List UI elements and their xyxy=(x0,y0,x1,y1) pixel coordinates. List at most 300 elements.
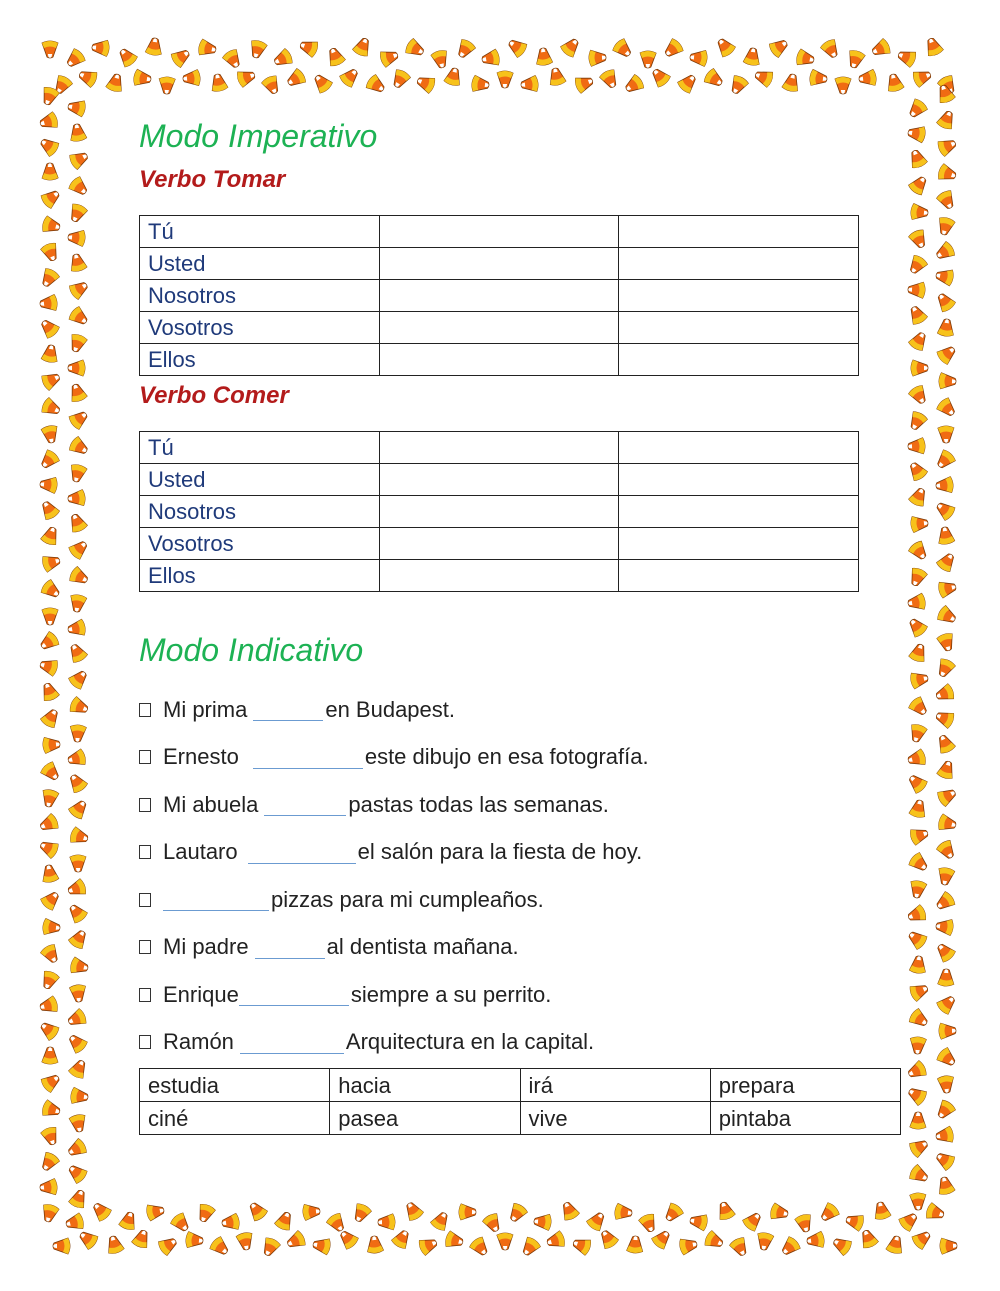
candy-corn-icon xyxy=(68,148,91,170)
candy-corn-icon xyxy=(53,1238,70,1254)
candy-corn-icon xyxy=(66,771,89,794)
answer-cell[interactable] xyxy=(379,432,619,464)
table-row xyxy=(140,280,859,312)
answer-cell[interactable] xyxy=(379,280,619,312)
candy-corn-icon xyxy=(221,1213,240,1231)
table-row xyxy=(140,432,859,464)
answer-blank[interactable] xyxy=(255,936,325,959)
table-row xyxy=(140,312,859,344)
candy-corn-icon xyxy=(908,384,930,407)
candy-corn-icon xyxy=(274,1210,296,1232)
candy-corn-icon xyxy=(935,918,954,936)
exercise-item xyxy=(139,734,879,782)
table-row xyxy=(140,560,859,592)
answer-cell[interactable] xyxy=(619,432,859,464)
exercise-item xyxy=(139,876,879,924)
candy-corn-icon xyxy=(68,463,88,483)
candy-corn-icon xyxy=(352,36,374,58)
candy-corn-icon xyxy=(715,1200,736,1221)
candy-corn-icon xyxy=(519,1236,542,1259)
table-row xyxy=(140,1069,901,1102)
table-row xyxy=(140,528,859,560)
word-bank-cell: pintaba xyxy=(710,1102,900,1135)
candy-corn-icon xyxy=(68,360,85,376)
candy-corn-icon xyxy=(284,1230,306,1252)
candy-corn-icon xyxy=(908,228,930,250)
candy-corn-icon xyxy=(937,163,958,184)
candy-corn-icon xyxy=(885,72,905,92)
sentence-end: pizzas para mi cumpleaños. xyxy=(271,886,544,912)
candy-corn-icon xyxy=(906,904,928,925)
candy-corn-icon xyxy=(37,135,60,158)
answer-cell[interactable] xyxy=(379,528,619,560)
candy-corn-icon xyxy=(614,1203,633,1221)
answer-cell[interactable] xyxy=(619,216,859,248)
candy-corn-icon xyxy=(157,1234,180,1257)
candy-corn-icon xyxy=(938,969,955,987)
candy-corn-icon xyxy=(908,981,930,1003)
candy-corn-icon xyxy=(310,71,333,94)
candy-corn-icon xyxy=(40,943,62,966)
candy-corn-icon xyxy=(197,39,217,58)
sentence-start: Lautaro xyxy=(163,839,238,865)
candy-corn-icon xyxy=(65,1031,88,1054)
candy-corn-icon xyxy=(146,1202,166,1221)
candy-corn-icon xyxy=(934,290,957,313)
word-bank-cell: irá xyxy=(520,1069,710,1102)
sentence-end: en Budapest. xyxy=(325,696,456,722)
candy-corn-icon xyxy=(67,667,90,690)
answer-cell[interactable] xyxy=(379,248,619,280)
candy-corn-icon xyxy=(933,890,956,913)
candy-corn-icon xyxy=(77,67,99,88)
candy-corn-icon xyxy=(906,254,929,277)
candy-corn-icon xyxy=(935,476,953,493)
candy-corn-icon xyxy=(89,1199,112,1222)
verb-heading-tomar: Verbo Tomar xyxy=(139,166,286,193)
candy-corn-icon xyxy=(67,512,89,534)
candy-corn-icon xyxy=(37,1019,60,1042)
candy-corn-icon xyxy=(910,1193,927,1211)
candy-corn-icon xyxy=(182,69,200,86)
candy-corn-icon xyxy=(908,329,930,352)
candy-corn-icon xyxy=(497,1233,513,1250)
word-bank-cell: estudia xyxy=(140,1069,330,1102)
candy-corn-icon xyxy=(39,476,57,493)
candy-corn-icon xyxy=(940,1238,958,1255)
candy-corn-icon xyxy=(66,878,87,899)
word-bank-cell: pasea xyxy=(330,1102,520,1135)
answer-cell[interactable] xyxy=(619,528,859,560)
candy-corn-icon xyxy=(906,303,928,326)
bullet-icon xyxy=(139,703,151,717)
candy-corn-icon xyxy=(69,594,87,613)
table-row xyxy=(140,496,859,528)
candy-corn-icon xyxy=(845,49,865,70)
exercise-item xyxy=(139,781,879,829)
candy-corn-icon xyxy=(41,425,60,445)
candy-corn-icon xyxy=(350,1202,372,1224)
candy-corn-icon xyxy=(906,748,927,768)
candy-corn-icon xyxy=(40,1203,60,1224)
sentence-end: al dentista mañana. xyxy=(326,934,519,960)
candy-corn-icon xyxy=(38,813,60,835)
candy-corn-icon xyxy=(145,37,163,56)
candy-corn-icon xyxy=(689,49,707,66)
exercise-item xyxy=(139,1019,879,1067)
candy-corn-icon xyxy=(571,1235,592,1256)
candy-corn-icon xyxy=(806,1231,825,1249)
candy-corn-icon xyxy=(936,605,959,627)
candy-corn-icon xyxy=(69,984,87,1003)
candy-corn-icon xyxy=(911,360,928,376)
candy-corn-icon xyxy=(872,1200,891,1220)
candy-corn-icon xyxy=(844,1212,865,1232)
candy-corn-icon xyxy=(936,759,956,780)
candy-corn-icon xyxy=(908,1007,931,1030)
bullet-icon xyxy=(139,988,151,1002)
candy-corn-icon xyxy=(936,867,955,887)
candy-corn-icon xyxy=(68,305,91,328)
pronoun-cell: Tú xyxy=(140,216,380,248)
candy-corn-icon xyxy=(611,37,634,60)
candy-corn-icon xyxy=(533,1213,551,1230)
candy-corn-icon xyxy=(809,69,828,87)
candy-corn-icon xyxy=(935,1126,955,1145)
candy-corn-icon xyxy=(404,38,427,60)
candy-corn-icon xyxy=(378,1214,396,1231)
sentence-end: pastas todas las semanas. xyxy=(348,791,609,817)
answer-cell[interactable] xyxy=(379,344,619,376)
bullet-icon xyxy=(139,940,151,954)
candy-corn-icon xyxy=(910,1112,926,1129)
candy-corn-icon xyxy=(936,1175,956,1195)
candy-corn-icon xyxy=(908,1136,931,1158)
answer-cell[interactable] xyxy=(619,280,859,312)
candy-corn-icon xyxy=(454,38,477,61)
candy-corn-icon xyxy=(298,37,319,58)
candy-corn-icon xyxy=(41,1099,62,1119)
candy-corn-icon xyxy=(261,74,283,96)
candy-corn-icon xyxy=(589,49,607,66)
candy-corn-icon xyxy=(905,928,928,951)
candy-corn-icon xyxy=(63,47,86,70)
bullet-icon xyxy=(139,845,151,859)
pronoun-cell: Vosotros xyxy=(140,528,380,560)
candy-corn-icon xyxy=(933,241,956,264)
candy-corn-icon xyxy=(430,1209,452,1232)
sentence-start: Ernesto xyxy=(163,744,239,770)
pronoun-cell: Ellos xyxy=(140,560,380,592)
candy-corn-icon xyxy=(443,66,463,87)
candy-corn-icon xyxy=(935,267,955,286)
candy-corn-icon xyxy=(497,71,513,88)
answer-cell[interactable] xyxy=(619,464,859,496)
candy-corn-icon xyxy=(909,1036,926,1054)
candy-corn-icon xyxy=(39,888,62,911)
candy-corn-icon xyxy=(908,281,926,298)
candy-corn-icon xyxy=(909,825,930,845)
candy-corn-icon xyxy=(506,1202,529,1225)
candy-corn-icon xyxy=(520,75,539,93)
table-row xyxy=(140,344,859,376)
candy-corn-icon xyxy=(729,1236,751,1259)
candy-corn-icon xyxy=(67,619,87,638)
answer-cell[interactable] xyxy=(619,560,859,592)
candy-corn-icon xyxy=(246,1199,269,1222)
exercise-item xyxy=(139,829,879,877)
sentence-start: Mi padre xyxy=(163,934,249,960)
conjugation-table-tomar xyxy=(139,215,859,376)
candy-corn-icon xyxy=(402,1199,424,1222)
answer-cell[interactable] xyxy=(619,344,859,376)
candy-corn-icon xyxy=(40,578,63,601)
candy-corn-icon xyxy=(284,67,307,90)
candy-corn-icon xyxy=(459,1204,476,1220)
answer-cell[interactable] xyxy=(619,248,859,280)
candy-corn-icon xyxy=(68,566,91,588)
candy-corn-icon xyxy=(535,47,553,66)
candy-corn-icon xyxy=(68,696,90,717)
answer-cell[interactable] xyxy=(619,496,859,528)
bullet-icon xyxy=(139,893,151,907)
candy-corn-icon xyxy=(195,1203,216,1225)
candy-corn-icon xyxy=(935,733,957,755)
word-bank-cell: hacia xyxy=(330,1069,520,1102)
answer-cell[interactable] xyxy=(619,312,859,344)
candy-corn-icon xyxy=(661,37,684,60)
candy-corn-icon xyxy=(934,683,956,704)
candy-corn-icon xyxy=(678,1236,698,1255)
candy-corn-icon xyxy=(312,1236,332,1255)
candy-corn-icon xyxy=(64,1213,84,1233)
word-bank-cell: vive xyxy=(520,1102,710,1135)
candy-corn-icon xyxy=(934,708,956,729)
candy-corn-icon xyxy=(817,1201,840,1224)
candy-corn-icon xyxy=(907,695,930,718)
candy-corn-icon xyxy=(39,970,60,992)
candy-corn-icon xyxy=(703,1230,725,1252)
candy-corn-icon xyxy=(545,1230,566,1250)
answer-blank[interactable] xyxy=(253,698,323,721)
candy-corn-icon xyxy=(69,1114,88,1134)
answer-cell[interactable] xyxy=(379,312,619,344)
candy-corn-icon xyxy=(118,1210,138,1231)
candy-corn-icon xyxy=(906,410,928,433)
candy-corn-icon xyxy=(547,66,566,86)
candy-corn-icon xyxy=(905,1060,927,1082)
exercise-item xyxy=(139,924,879,972)
candy-corn-icon xyxy=(70,1087,89,1105)
candy-corn-icon xyxy=(69,724,86,742)
candy-corn-icon xyxy=(714,35,737,58)
candy-corn-icon xyxy=(67,98,87,117)
candy-corn-icon xyxy=(912,67,934,88)
candy-corn-icon xyxy=(640,51,656,68)
candy-corn-icon xyxy=(40,242,61,264)
candy-corn-icon xyxy=(271,48,293,70)
candy-corn-icon xyxy=(236,1232,255,1252)
candy-corn-icon xyxy=(936,216,956,237)
sentence-end: Arquitectura en la capital. xyxy=(345,1029,595,1055)
answer-cell[interactable] xyxy=(379,216,619,248)
candy-corn-icon xyxy=(68,927,91,950)
sentence-end: el salón para la fiesta de hoy. xyxy=(357,839,643,865)
candy-corn-icon xyxy=(830,1234,853,1256)
exercise-item xyxy=(139,971,879,1019)
candy-corn-icon xyxy=(897,1209,920,1232)
candy-corn-icon xyxy=(40,397,62,419)
candy-corn-icon xyxy=(907,540,930,563)
candy-corn-icon xyxy=(934,1099,957,1122)
answer-cell[interactable] xyxy=(379,560,619,592)
candy-corn-icon xyxy=(936,785,959,807)
candy-corn-icon xyxy=(76,1228,99,1251)
pronoun-cell: Nosotros xyxy=(140,496,380,528)
answer-blank[interactable] xyxy=(248,841,356,864)
answer-blank[interactable] xyxy=(264,793,346,816)
candy-corn-icon xyxy=(908,642,929,663)
candy-corn-icon xyxy=(69,826,90,846)
table-row xyxy=(140,464,859,496)
candy-corn-icon xyxy=(936,109,957,131)
candy-corn-icon xyxy=(905,1084,928,1107)
candy-corn-icon xyxy=(778,1235,801,1258)
candy-corn-icon xyxy=(42,608,58,625)
candy-corn-icon xyxy=(896,47,918,68)
candy-corn-icon xyxy=(627,1235,644,1253)
candy-corn-icon xyxy=(67,489,85,506)
pronoun-cell: Usted xyxy=(140,464,380,496)
candy-corn-icon xyxy=(559,35,582,58)
candy-corn-icon xyxy=(40,864,59,884)
candy-corn-icon xyxy=(935,550,958,573)
candy-corn-icon xyxy=(159,77,176,95)
candy-corn-icon xyxy=(905,97,928,120)
candy-corn-icon xyxy=(38,498,61,521)
candy-corn-icon xyxy=(910,515,929,533)
candy-corn-icon xyxy=(37,837,59,859)
candy-corn-icon xyxy=(756,1232,774,1251)
candy-corn-icon xyxy=(936,189,958,212)
candy-corn-icon xyxy=(67,797,90,820)
candy-corn-icon xyxy=(391,1227,413,1250)
candy-corn-icon xyxy=(482,1212,504,1235)
indicative-title: Modo Indicativo xyxy=(139,632,364,668)
conjugation-table-comer xyxy=(139,431,859,592)
candy-corn-icon xyxy=(366,1235,384,1254)
bullet-icon xyxy=(139,1035,151,1049)
candy-corn-icon xyxy=(379,47,400,68)
sentence-start: Enrique xyxy=(163,981,239,1007)
candy-corn-icon xyxy=(41,553,62,573)
candy-corn-icon xyxy=(67,382,88,403)
candy-corn-icon xyxy=(40,369,62,391)
answer-blank[interactable] xyxy=(240,1031,344,1054)
candy-corn-icon xyxy=(858,69,877,87)
answer-blank[interactable] xyxy=(253,746,363,769)
candy-corn-icon xyxy=(935,992,958,1015)
candy-corn-icon xyxy=(338,65,361,88)
candy-corn-icon xyxy=(208,1235,231,1258)
candy-corn-icon xyxy=(481,49,501,68)
candy-corn-icon xyxy=(66,748,87,768)
candy-corn-icon xyxy=(933,499,956,522)
verb-heading-comer: Verbo Comer xyxy=(139,382,289,409)
candy-corn-icon xyxy=(37,630,60,653)
candy-corn-icon xyxy=(835,77,851,94)
candy-corn-icon xyxy=(41,215,62,235)
candy-corn-icon xyxy=(67,202,89,224)
answer-cell[interactable] xyxy=(379,496,619,528)
bullet-icon xyxy=(139,750,151,764)
candy-corn-icon xyxy=(908,486,930,508)
candy-corn-icon xyxy=(40,1071,63,1094)
candy-corn-icon xyxy=(40,706,63,729)
candy-corn-icon xyxy=(937,1075,955,1094)
pronoun-cell: Tú xyxy=(140,432,380,464)
candy-corn-icon xyxy=(39,294,58,312)
answer-cell[interactable] xyxy=(379,464,619,496)
candy-corn-icon xyxy=(906,459,929,482)
candy-corn-icon xyxy=(933,1149,956,1172)
candy-corn-icon xyxy=(248,39,268,60)
candy-corn-icon xyxy=(727,74,749,97)
candy-corn-icon xyxy=(40,187,63,210)
candy-corn-icon xyxy=(909,670,929,689)
candy-corn-icon xyxy=(67,537,90,560)
candy-corn-icon xyxy=(468,1236,491,1259)
candy-corn-icon xyxy=(923,36,944,58)
candy-corn-icon xyxy=(68,435,91,458)
candy-corn-icon xyxy=(703,67,726,90)
candy-corn-icon xyxy=(41,344,60,364)
candy-corn-icon xyxy=(67,175,90,198)
answer-blank[interactable] xyxy=(163,888,269,911)
candy-corn-icon xyxy=(907,148,928,170)
candy-corn-icon xyxy=(795,49,815,68)
candy-corn-icon xyxy=(40,789,59,809)
candy-corn-icon xyxy=(302,1203,320,1220)
exercise-item xyxy=(139,686,879,734)
candy-corn-icon xyxy=(768,36,791,59)
candy-corn-icon xyxy=(105,72,125,93)
word-bank-table xyxy=(139,1068,901,1135)
candy-corn-icon xyxy=(133,69,152,87)
pronoun-cell: Vosotros xyxy=(140,312,380,344)
candy-corn-icon xyxy=(67,333,88,354)
candy-corn-icon xyxy=(648,65,671,88)
candy-corn-icon xyxy=(574,73,595,94)
table-row xyxy=(140,248,859,280)
candy-corn-icon xyxy=(937,526,955,545)
candy-corn-icon xyxy=(820,38,842,61)
candy-corn-icon xyxy=(911,1227,934,1250)
answer-blank[interactable] xyxy=(239,983,349,1006)
candy-corn-icon xyxy=(471,75,490,93)
candy-corn-icon xyxy=(69,123,87,142)
candy-corn-icon xyxy=(935,342,958,365)
candy-corn-icon xyxy=(39,681,60,703)
candy-corn-icon xyxy=(597,1227,620,1250)
candy-corn-icon xyxy=(38,267,60,290)
bullet-icon xyxy=(139,798,151,812)
candy-corn-icon xyxy=(741,1209,764,1232)
candy-corn-icon xyxy=(622,73,645,96)
candy-corn-icon xyxy=(236,67,257,88)
candy-corn-icon xyxy=(39,760,62,783)
sentence-start: Mi prima xyxy=(163,696,248,722)
